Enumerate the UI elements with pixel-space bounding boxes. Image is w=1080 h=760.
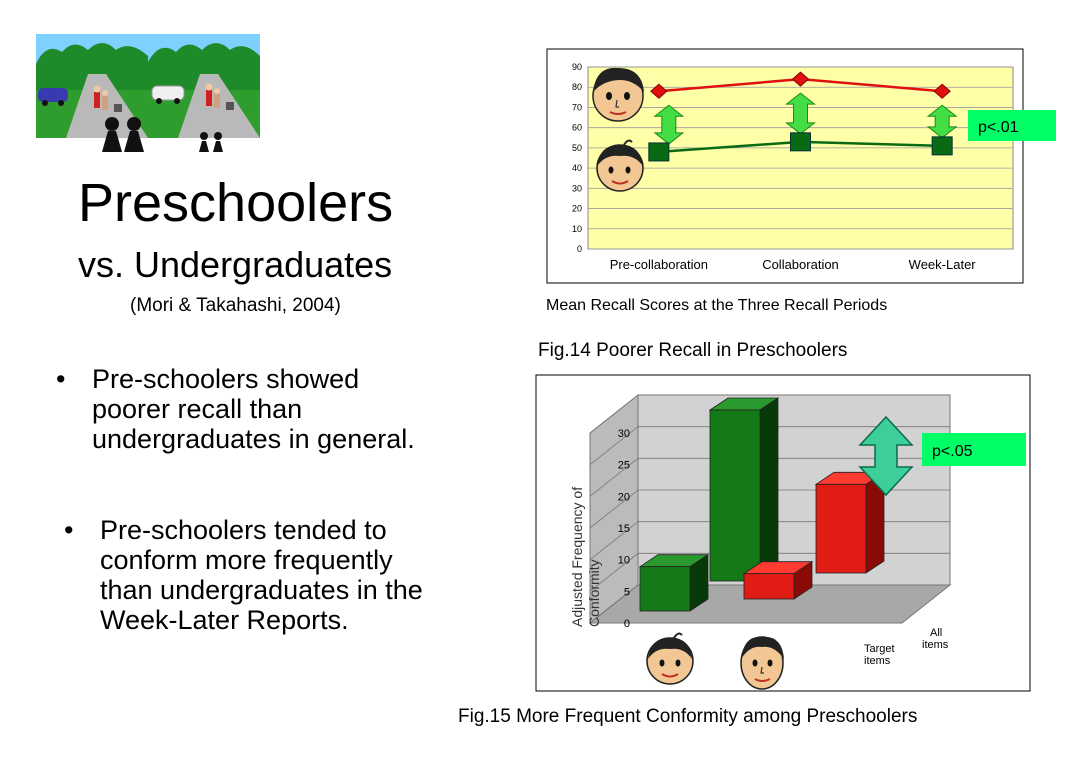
fig14-label: Fig.14 Poorer Recall in Preschoolers <box>538 340 848 361</box>
fig15-caption: Fig.15 More Frequent Conformity among Preschoolers <box>458 706 918 727</box>
y-tick-label: 70 <box>571 102 582 113</box>
y-axis-label-line: Conformity <box>586 559 602 627</box>
y-tick-label: 0 <box>576 244 582 254</box>
y-tick-label: 0 <box>623 618 630 630</box>
x-tick-label: Collaboration <box>762 257 839 272</box>
y-tick-label: 30 <box>617 428 630 440</box>
significance-label: p<.05 <box>932 443 973 460</box>
depth-label-line: items <box>922 639 949 651</box>
bullet-dot: • <box>64 515 74 545</box>
y-tick-label: 10 <box>617 554 630 567</box>
bar <box>744 574 794 599</box>
data-point <box>791 133 811 151</box>
y-tick-label: 10 <box>571 223 582 234</box>
bullet-line: Week-Later Reports. <box>100 605 349 635</box>
y-tick-label: 50 <box>571 142 582 153</box>
y-tick-label: 90 <box>571 62 582 72</box>
y-tick-label: 30 <box>571 183 582 194</box>
bullet-line: Pre-schoolers tended to <box>100 515 387 545</box>
slide-title: Preschoolers <box>78 173 394 233</box>
depth-label-line: items <box>864 655 891 667</box>
bullet-dot: • <box>56 364 66 394</box>
bullet-text <box>92 364 415 454</box>
bullet-line: Pre-schoolers showed <box>92 364 360 394</box>
depth-label-line: All <box>930 627 943 639</box>
significance-label: p<.01 <box>978 119 1019 136</box>
bullet-line: conform more frequently <box>100 545 393 575</box>
bullet-text <box>100 515 423 635</box>
x-tick-label: Pre-collaboration <box>609 257 708 272</box>
bullet-line: undergraduates in general. <box>92 424 415 454</box>
bullet-line: poorer recall than <box>92 394 303 424</box>
y-axis-label-line: Adjusted Frequency of <box>569 486 585 627</box>
y-tick-label: 25 <box>617 459 630 472</box>
data-point <box>649 143 669 161</box>
y-tick-label: 40 <box>571 163 582 174</box>
fig14-caption: Mean Recall Scores at the Three Recall Periods <box>546 297 888 314</box>
road-scene-right <box>148 34 260 138</box>
y-tick-label: 15 <box>617 523 630 535</box>
slide-subtitle: vs. Undergraduates <box>78 244 393 285</box>
y-tick-label: 60 <box>571 122 582 133</box>
depth-label-line: Target <box>864 643 895 655</box>
bar <box>710 410 760 581</box>
x-tick-label: Week-Later <box>908 257 976 272</box>
y-tick-label: 80 <box>571 82 582 93</box>
x-tick-labels <box>610 257 977 272</box>
y-tick-label: 20 <box>571 203 582 214</box>
recall-line-chart <box>540 48 1060 288</box>
depth-label-target <box>864 643 895 667</box>
y-tick-label: 20 <box>617 491 630 504</box>
y-tick-label: 5 <box>623 586 630 599</box>
data-point <box>932 137 952 155</box>
undergraduate-face-icon <box>741 637 784 689</box>
undergraduate-face-icon <box>593 68 644 121</box>
bar <box>640 567 690 611</box>
bar-side <box>760 398 778 581</box>
citation: (Mori & Takahashi, 2004) <box>130 295 341 316</box>
bullet-line: than undergraduates in the <box>100 575 423 605</box>
conformity-bar-chart <box>534 373 1066 695</box>
bar <box>816 484 866 573</box>
road-scene-illustration <box>36 34 266 158</box>
